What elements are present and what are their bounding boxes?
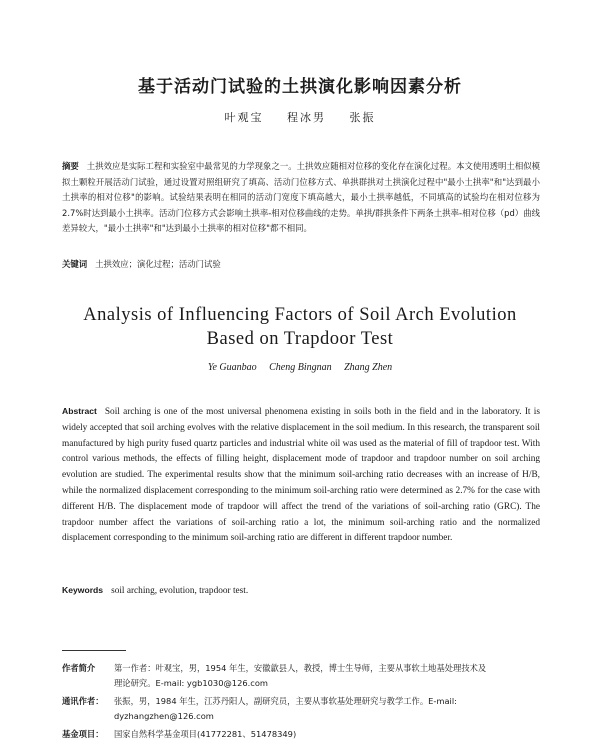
chinese-abstract-text: 土拱效应是实际工程和实验室中最常见的力学现象之一。土拱效应随相对位移的变化存在演化过程。本文使用透明土相似模拟土颗粒开展活动门试验，通过设置对照组研究了填高、活动门位移方式、单拱群拱对土拱演化过程中"最小土拱率"和"达到最小土拱率的相对位移"的影响。试验结果表明在相同的活动门宽度下填高越大，最小土拱率越低，不同填高的试验均在相对位移为2.7%时达到最小土拱率。活动门位移方式会影响土拱率-相对位移曲线的走势。单拱/群拱条件下两条土拱率-相对位移（pd）曲线差异较大，"最小土拱率"和"达到最小土拱率的相对位移"都不相同。 bbox=[62, 161, 541, 234]
chinese-authors bbox=[0, 109, 600, 125]
chinese-author: 程冰男 bbox=[287, 111, 326, 124]
english-keywords-label: Keywords bbox=[62, 585, 104, 595]
chinese-abstract-label: 摘要 bbox=[62, 161, 79, 171]
chinese-keywords-text: 土拱效应；演化过程；活动门试验 bbox=[95, 259, 221, 269]
english-author: Cheng Bingnan bbox=[269, 362, 332, 373]
author-intro-text-continued: 理论研究。E-mail: ygb1030@126.com bbox=[114, 678, 268, 688]
english-author: Zhang Zhen bbox=[344, 362, 393, 373]
author-intro-footnote bbox=[62, 661, 544, 691]
english-title bbox=[0, 303, 600, 351]
chinese-author: 叶观宝 bbox=[224, 111, 264, 124]
author-intro-label: 作者简介 bbox=[62, 663, 96, 673]
english-abstract-text: Soil arching is one of the most universal phenomena existing in soils both in the field and in the laboratory. It is widely accepted that soil arching evolves with the relative displacement in the soil medium. In this research, the transparent soil manufactured by high purity fused quartz particles and industrial white oil was used as the material of fill of trapdoor test. With control various methods, the effects of filling height, displacement mode of trapdoor and trapdoor number on soil arching evolution are studied. The experimental results show that the minimum soil-arching ratio decreases with an increase of H/B, while the normalized displacement corresponding to the minimum soil-arching ratio were determined as 2.7% for the case with different H/B. The displacement mode of trapdoor will affect the trend of the variations of soil-arching ratio (GRC). The trapdoor number affect the variations of soil-arching ratio a lot, the minimum soil-arching ratio and the normalized displacement corresponding to the minimum soil-arching ratio are different in different trapdoor number. bbox=[62, 407, 540, 544]
english-abstract bbox=[62, 404, 540, 547]
corresponding-author-label: 通讯作者： bbox=[62, 696, 104, 706]
english-keywords bbox=[62, 585, 540, 596]
chinese-keywords-label: 关键词 bbox=[62, 259, 88, 269]
corresponding-author-text: 张振，男，1984 年生，江苏丹阳人，副研究员，主要从事软基处理研究与教学工作。E-mail: bbox=[114, 696, 457, 706]
english-authors bbox=[0, 362, 600, 373]
english-title-line: Based on Trapdoor Test bbox=[206, 329, 394, 349]
funding-label: 基金项目： bbox=[62, 729, 104, 739]
corresponding-author-footnote bbox=[62, 694, 544, 724]
funding-footnote bbox=[62, 727, 544, 742]
english-title-line: Analysis of Influencing Factors of Soil Arch Evolution bbox=[83, 305, 517, 325]
english-keywords-text: soil arching, evolution, trapdoor test. bbox=[111, 586, 249, 596]
funding-text: 国家自然科学基金项目(41772281、51478349) bbox=[114, 729, 297, 739]
english-abstract-label: Abstract bbox=[62, 406, 97, 416]
chinese-title: 基于活动门试验的土拱演化影响因素分析 bbox=[138, 77, 462, 97]
footnote-divider bbox=[62, 650, 126, 651]
english-author: Ye Guanbao bbox=[207, 362, 257, 373]
chinese-author: 张振 bbox=[349, 111, 376, 124]
chinese-keywords bbox=[62, 258, 540, 270]
corresponding-author-email: dyzhangzhen@126.com bbox=[114, 711, 214, 721]
chinese-abstract bbox=[62, 159, 540, 237]
author-intro-text: 第一作者：叶观宝，男，1954 年生，安徽歙县人，教授，博士生导师，主要从事软土地基处理技术及 bbox=[114, 663, 487, 673]
